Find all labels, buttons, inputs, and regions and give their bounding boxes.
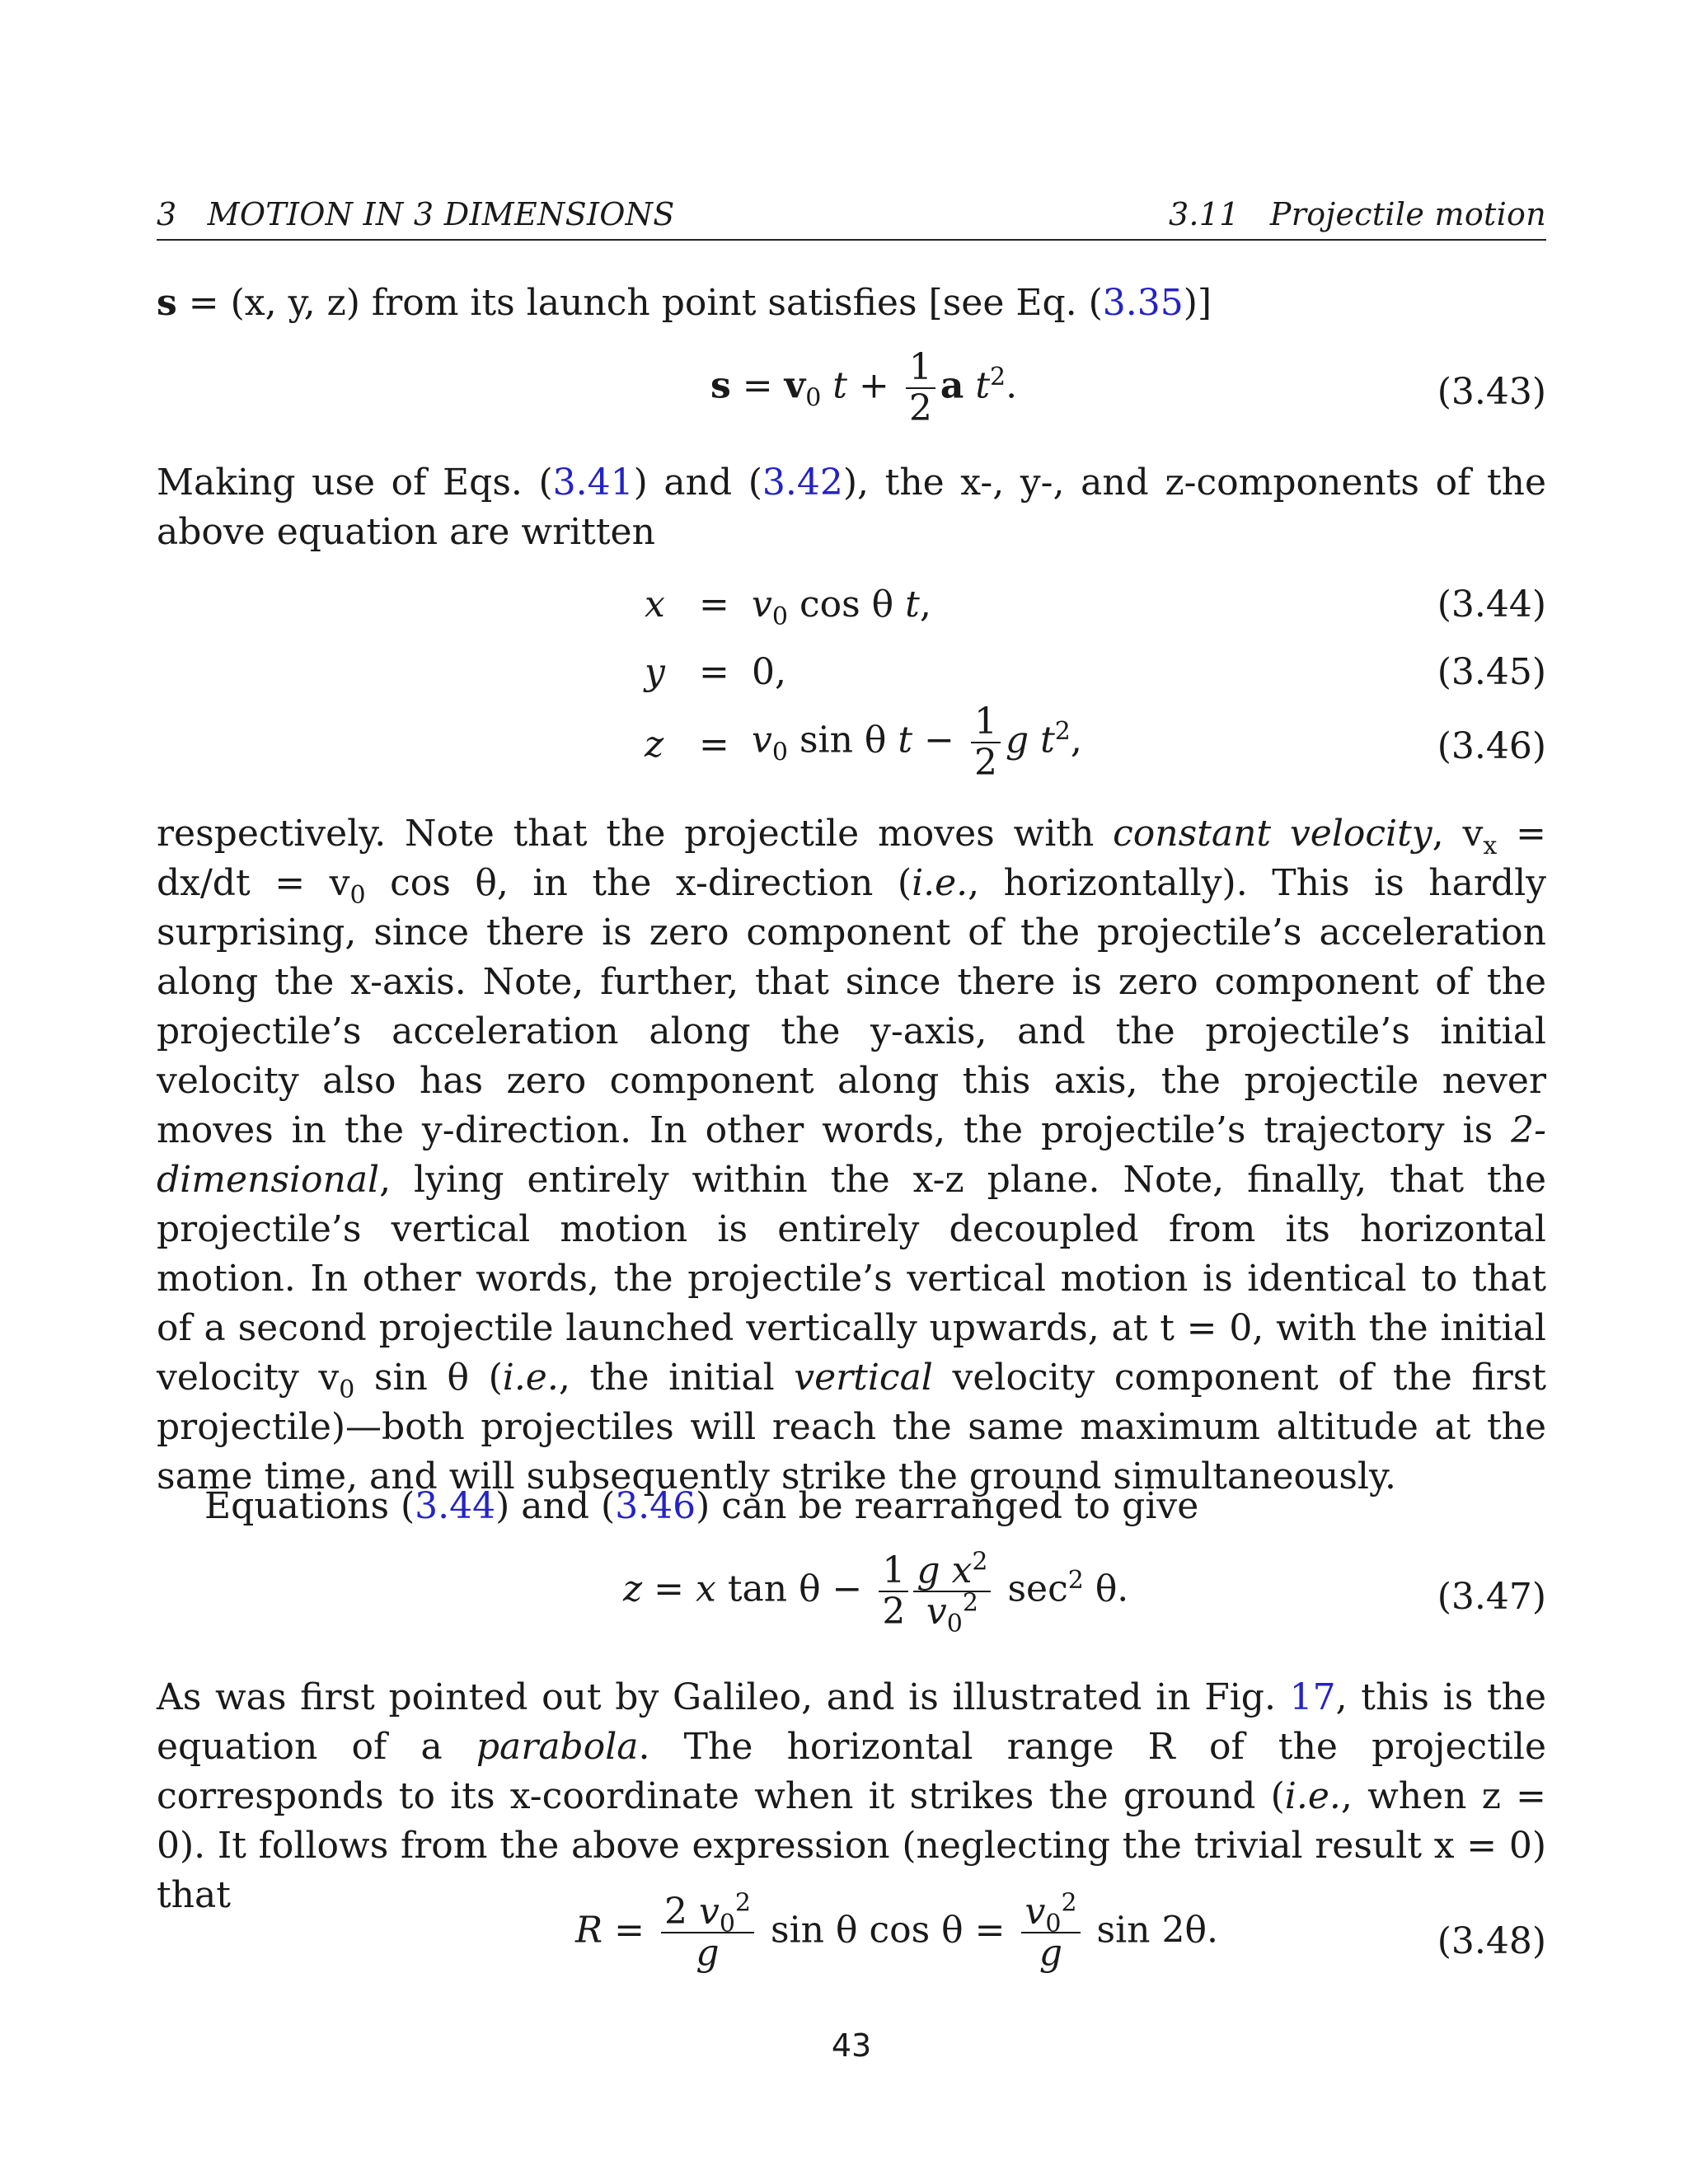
eq-ref-3-44[interactable]: 3.44	[415, 1485, 496, 1527]
page	[157, 0, 1546, 2184]
equation-number: (3.47)	[1437, 1576, 1546, 1618]
eq-ref-3-35[interactable]: 3.35	[1102, 282, 1184, 324]
header-section: 3.11 Projectile motion	[1168, 196, 1546, 232]
paragraph-discussion: respectively. Note that the projectile moves with constant velocity, $v_x = dx/dt = v_0$ cos θ, in the x-direction (i.e., horizontally). This is hardly surprising, since there is zero component of the projectile’s acceleration along the x-axis. Note, further, that since there is zero component of the projectile’s acceleration along the y-axis, and the projectile’s initial velocity also has zero component along this axis, the projectile never moves in the y-direction. In other words, the projectile’s trajectory is 2-dimensional, lying entirely within the x-z plane. Note, finally, that the projectile’s vertical motion is entirely decoupled from its horizontal motion. In other words, the projectile’s vertical motion is identical to that of a second projectile launched vertically upwards, at t = 0, with the initial velocity $v_0$ sin θ (i.e., the initial vertical velocity component of the first projectile)—both projectiles will reach the same maximum altitude at the same time, and will subsequently strike the ground simultaneously.	[157, 813, 1547, 1497]
equation-number: (3.44)	[1437, 583, 1546, 626]
eq-ref-3-41[interactable]: 3.41	[552, 462, 634, 504]
paragraph-parabola: As was first pointed out by Galileo, and is illustrated in Fig. 17, this is the equation of a parabola. The horizontal range R of the projectile corresponds to its x-coordinate when it strikes the ground (i.e., when z = 0). It follows from the above expression (neglecting the trivial result x = 0) that	[157, 1676, 1547, 1916]
page-number: 43	[831, 2027, 872, 2064]
running-header	[157, 196, 1546, 241]
equation-3-44: x = $v_0$ cos θ t, (3.44)	[645, 583, 1546, 631]
equation-number: (3.46)	[1437, 725, 1546, 767]
eq-ref-3-42[interactable]: 3.42	[762, 462, 843, 504]
fig-ref-17[interactable]: 17	[1289, 1676, 1336, 1718]
intro-line: s = (x, y, z) from its launch point satisfies [see Eq. (3.35)]	[157, 282, 1212, 324]
equation-3-45: y = 0, (3.45)	[645, 651, 1546, 693]
equation-number: (3.45)	[1437, 651, 1546, 693]
equation-3-46: z = $v_0$ sin θ t − $\frac{1}{2}$ g $t^2$, (3.46)	[645, 701, 1546, 784]
paragraph-components: Making use of Eqs. (3.41) and (3.42), the x-, y-, and z-components of the above equation are written	[157, 462, 1547, 553]
equation-3-47: z = x tan θ − $\frac{1}{2}$ $\frac{g x^2}{v_0^2}$ $\sec^2 \theta$. (3.47)	[623, 1547, 1546, 1638]
eq-ref-3-46[interactable]: 3.46	[615, 1485, 696, 1527]
equation-number: (3.43)	[1437, 371, 1546, 413]
equation-3-48: R = $\frac{2 v_0^2}{g}$ sin θ cos θ = $\frac{v_0^2}{g}$ sin 2θ. (3.48)	[575, 1888, 1546, 1974]
equation-number: (3.48)	[1437, 1920, 1546, 1962]
header-chapter: 3 MOTION IN 3 DIMENSIONS	[157, 196, 675, 232]
equation-3-43: $s = v_0$ t + $\frac{1}{2}$ a $t^2$. (3.43)	[710, 346, 1546, 429]
paragraph-rearrange: Equations (3.44) and (3.46) can be rearranged to give	[204, 1485, 1199, 1527]
